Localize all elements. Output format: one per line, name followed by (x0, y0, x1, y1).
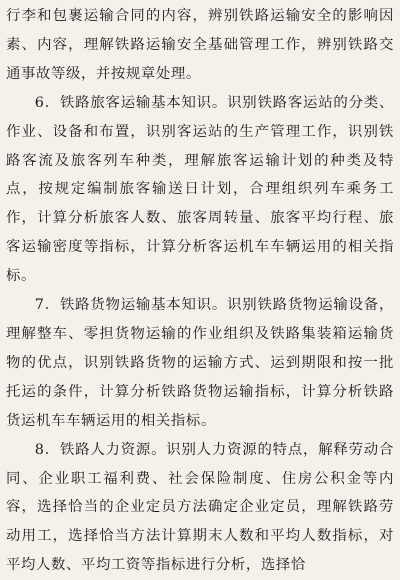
paragraph-item-6: 6．铁路旅客运输基本知识。识别铁路客运站的分类、作业、设备和布置，识别客运站的生产管理工作，识别铁路客流及旅客列车种类，理解旅客运输计划的种类及特点，按规定编制旅客输送日计划，合理组织列车乘务工作，计算分析旅客人数、旅客周转量、旅客平均行程、旅客运输密度等指标，计算分析客运机车车辆运用的相关指标。 (6, 94, 394, 285)
paragraph-item-8: 8．铁路人力资源。识别人力资源的特点，解释劳动合同、企业职工福利费、社会保险制度、住房公积金等内容，选择恰当的企业定员方法确定企业定员，理解铁路劳动用工，选择恰当方法计算期末人数和平均人数指标，对平均人数、平均工资等指标进行分析，选择恰 (6, 441, 394, 574)
paragraph-continuation: 行李和包裹运输合同的内容，辨别铁路运输安全的影响因素、内容，理解铁路运输安全基础管理工作，辨别铁路交通事故等级，并按规章处理。 (6, 8, 394, 82)
paragraph-item-7: 7．铁路货物运输基本知识。识别铁路货物运输设备，理解整车、零担货物运输的作业组织及铁路集装箱运输货物的优点，识别铁路货物的运输方式、运到期限和按一批托运的条件，计算分析铁路货物运输指标，计算分析铁路货运机车车辆运用的相关指标。 (6, 297, 394, 429)
